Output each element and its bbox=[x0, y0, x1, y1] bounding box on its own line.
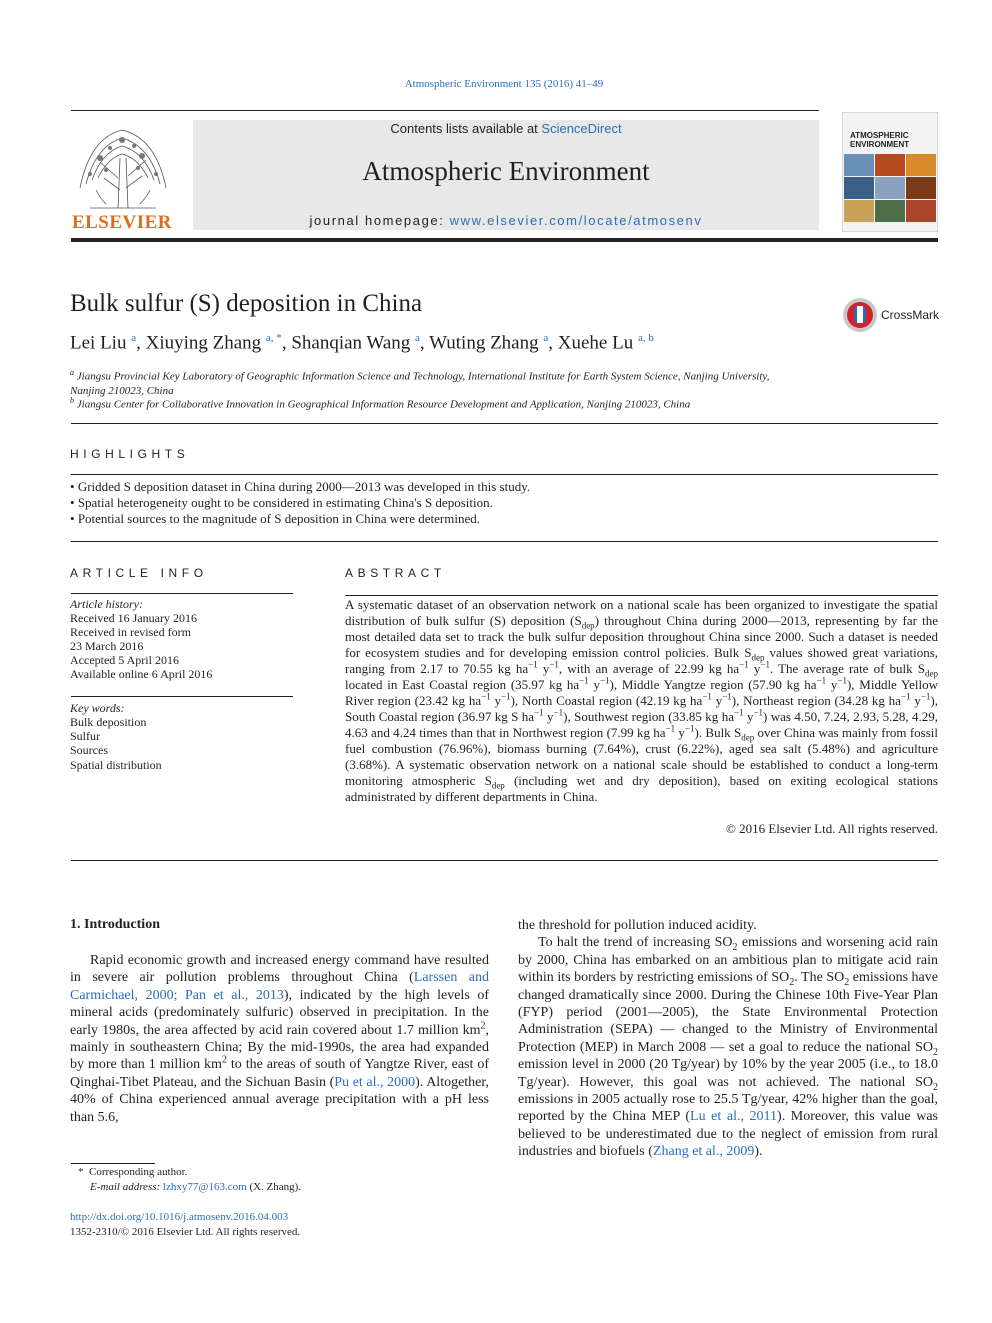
keyword: Bulk deposition bbox=[70, 715, 147, 729]
history-line: 23 March 2016 bbox=[70, 639, 144, 653]
author-name[interactable]: Wuting Zhang bbox=[429, 332, 539, 354]
highlight-text: Potential sources to the magnitude of S deposition in China were determined. bbox=[77, 511, 481, 526]
elsevier-wordmark: ELSEVIER bbox=[71, 212, 173, 233]
article-info-rule bbox=[71, 593, 293, 594]
article-history-label: Article history: bbox=[70, 597, 143, 611]
highlight-item: • Spatial heterogeneity ought to be considered in estimating China's S deposition. bbox=[70, 495, 493, 510]
issn-line: 1352-2310/© 2016 Elsevier Ltd. All rights reserved. bbox=[70, 1226, 301, 1238]
email-label: E-mail address: bbox=[90, 1181, 161, 1193]
author-affiliation-mark[interactable]: a bbox=[415, 332, 420, 344]
history-line: Available online 6 April 2016 bbox=[70, 667, 213, 681]
homepage-prefix: journal homepage: bbox=[309, 213, 450, 228]
sciencedirect-link[interactable]: ScienceDirect bbox=[541, 121, 622, 136]
author-affiliation-mark[interactable]: a, * bbox=[265, 332, 282, 344]
keyword: Sources bbox=[70, 743, 108, 757]
author-list bbox=[70, 332, 654, 354]
history-line: Accepted 5 April 2016 bbox=[70, 653, 179, 667]
footnote-rule bbox=[71, 1163, 155, 1164]
intro-paragraph-continued: the threshold for pollution induced acidity. bbox=[518, 918, 757, 933]
author-affiliation-mark[interactable]: a bbox=[543, 332, 549, 344]
corresponding-author-note: * Corresponding author. bbox=[78, 1166, 188, 1178]
author-name[interactable]: Lei Liu bbox=[70, 332, 127, 354]
affiliation-mark: b bbox=[70, 396, 74, 405]
history-line: Received in revised form bbox=[70, 625, 191, 639]
citation-link[interactable]: Larssen and Carmichael, 2000; Pan et al., 2013 bbox=[70, 970, 489, 1003]
intro-right-column bbox=[518, 917, 938, 1161]
crossmark-label[interactable]: CrossMark bbox=[881, 308, 940, 322]
citation-link[interactable]: Pu et al., 2000 bbox=[334, 1074, 416, 1090]
intro-left-column bbox=[70, 952, 489, 1126]
affiliation-line: Nanjing 210023, China bbox=[70, 384, 174, 397]
keyword: Spatial distribution bbox=[70, 758, 162, 772]
highlight-item: • Potential sources to the magnitude of S deposition in China were determined. bbox=[70, 511, 481, 526]
rule-below-highlights-heading bbox=[71, 474, 938, 475]
author-separator: , bbox=[419, 332, 430, 354]
affiliation-a bbox=[70, 366, 769, 398]
intro-paragraph: Rapid economic growth and increased energy command have resulted in severe air pollution problems throughout China (Larssen and Carmichael, 2000; Pan et al., 2013), indicated by the high levels of mineral acids (predominately sulfuric) observed in precipitation. In the early 1980s, the area affected by acid rain covered about 1.7 million $km^2$, mainly in southeastern China; By the mid-1990s, the area had expanded by more than 1 million $km^2$ to the areas of south of Yangtze River, east of Qinghai-Tibet Plateau, and the Sichuan Basin (Pu et al., 2000). Altogether, 40% of China experienced annual average precipitation with a pH less than 5.6, bbox=[70, 953, 489, 1125]
header-bottom-rule bbox=[71, 238, 938, 242]
highlight-item: • Gridded S deposition dataset in China during 2000—2013 was developed in this study. bbox=[70, 479, 531, 494]
affiliation-line: Jiangsu Center for Collaborative Innovation in Geographical Information Resource Development and Application, Nanjing 210023, China bbox=[76, 398, 691, 411]
keyword: Sulfur bbox=[70, 729, 100, 743]
author-separator: , bbox=[281, 332, 292, 354]
rule-below-abstract bbox=[71, 860, 938, 861]
article-title: Bulk sulfur (S) deposition in China bbox=[70, 290, 423, 317]
abstract-body: A systematic dataset of an observation network on a national scale has been organized to investigate the spatial distribution of bulk sulfur (S) deposition $(S_{dep})$ throughout China during 2000—2013, representing by far the most detailed data set to track the bulk sulfur deposition throughout China since 2000. Such a dataset is needed for ecosystem studies and for developing emission control policies. Bulk $S_{dep}$ values showed great variations, ranging from 2.17 to 70.55 kg $ha^{-1}$ $y^{-1}$, with an average of 22.99 kg $ha^{-1}$ $y^{-1}$. The average rate of bulk $S_{dep}$ located in East Coastal region (35.97 kg $ha^{-1}$ $y^{-1}$), Middle Yangtze region (57.90 kg $ha^{-1}$ $y^{-1}$), Middle Yellow River region (23.42 kg $ha^{-1}$ $y^{-1}$), North Coastal region (42.19 kg $ha^{-1}$ $y^{-1}$), Northeast region (34.28 kg $ha^{-1}$ $y^{-1}$), South Coastal region (36.97 kg S $ha^{-1}$ $y^{-1}$), Southwest region (33.85 kg $ha^{-1}$ $y^{-1}$) was 4.50, 7.24, 2.93, 5.28, 4.29, 4.63 and 4.24 times than that in Northwest region (7.99 kg $ha^{-1}$ $y^{-1}$). Bulk $S_{dep}$ over China was mainly from fossil fuel combustion (76.96%), biomass burning (7.64%), crust (6.22%), aged sea salt (5.48%) and agriculture (3.68%). A systematic observation network on a national scale should be established to conduct a long-term monitoring atmospheric $S_{dep}$ (including wet and dry deposition), based on exiting ecological stations administrated by different departments in China. bbox=[345, 597, 939, 804]
email-note: E-mail address: lzhxy77@163.com (X. Zhang). bbox=[90, 1181, 302, 1193]
author-affiliation-mark[interactable]: a bbox=[131, 332, 137, 344]
cover-title-line2: ENVIRONMENT bbox=[850, 140, 910, 149]
affiliation-line: Jiangsu Provincial Key Laboratory of Geographic Information Science and Technology, International Institute for Earth System Science, Nanjing University, bbox=[76, 370, 770, 383]
email-link[interactable]: lzhxy77@163.com bbox=[162, 1181, 247, 1193]
highlights-heading: HIGHLIGHTS bbox=[70, 447, 190, 461]
highlight-text: Spatial heterogeneity ought to be considered in estimating China's S deposition. bbox=[77, 495, 493, 510]
contents-line bbox=[193, 121, 819, 136]
header-top-rule bbox=[71, 110, 819, 111]
author-name[interactable]: Xuehe Lu bbox=[557, 332, 634, 354]
journal-reference[interactable]: Atmospheric Environment 135 (2016) 41–49 bbox=[404, 78, 604, 90]
homepage-link[interactable]: www.elsevier.com/locate/atmosenv bbox=[449, 213, 703, 228]
affiliation-mark: a bbox=[70, 368, 74, 377]
article-info-heading: ARTICLE INFO bbox=[70, 566, 208, 580]
abstract-copyright: © 2016 Elsevier Ltd. All rights reserved. bbox=[725, 821, 938, 836]
history-line: Received 16 January 2016 bbox=[70, 611, 197, 625]
citation-link[interactable]: Lu et al., 2011 bbox=[690, 1109, 778, 1125]
author-separator: , bbox=[548, 332, 558, 354]
cover-title-line1: ATMOSPHERIC bbox=[850, 131, 909, 140]
homepage-line bbox=[193, 213, 819, 228]
keywords-label: Key words: bbox=[70, 701, 125, 715]
section-heading-introduction: 1. Introduction bbox=[70, 917, 160, 932]
journal-title: Atmospheric Environment bbox=[362, 156, 650, 186]
abstract-heading: ABSTRACT bbox=[345, 566, 446, 580]
rule-above-highlights bbox=[71, 423, 938, 424]
author-name[interactable]: Xiuying Zhang bbox=[145, 332, 262, 354]
author-name[interactable]: Shanqian Wang bbox=[291, 332, 411, 354]
author-affiliation-mark[interactable]: a, b bbox=[637, 332, 654, 344]
abstract-rule bbox=[345, 595, 938, 596]
author-separator: , bbox=[136, 332, 146, 354]
rule-below-highlights bbox=[71, 541, 938, 542]
affiliation-b bbox=[70, 394, 690, 412]
doi-link[interactable]: http://dx.doi.org/10.1016/j.atmosenv.2016.04.003 bbox=[70, 1211, 289, 1223]
journal-cover-image[interactable] bbox=[842, 112, 938, 232]
citation-link[interactable]: Zhang et al., 2009 bbox=[652, 1144, 755, 1160]
intro-paragraph: To halt the trend of increasing $SO_2$ emissions and worsening acid rain by 2000, China has embarked on an ambitious plan to mitigate acid rain within its borders by restricting emissions of $SO_2$. The $SO_2$ emissions have changed dramatically since 2000. During the Chinese 10th Five-Year Plan (FYP) period (2001—2005), the State Environmental Protection Administration (SEPA) — changed to the Ministry of Environmental Protection (MEP) in March 2008 — set a goal to reduce the national $SO_2$ emission level in 2000 (20 Tg/year) by 10% by the year 2005 (i.e., to 18.0 Tg/year). However, this goal was not achieved. The national $SO_2$ emissions in 2005 actually rose to 25.5 Tg/year, 42% higher than the goal, reported by the China MEP (Lu et al., 2011). Moreover, this value was believed to be underestimated due to the neglect of emission from rural industries and biofuels (Zhang et al., 2009). bbox=[518, 935, 938, 1160]
contents-prefix: Contents lists available at bbox=[390, 121, 542, 136]
highlight-text: Gridded S deposition dataset in China during 2000—2013 was developed in this study. bbox=[77, 479, 531, 494]
keywords-rule bbox=[71, 696, 293, 697]
